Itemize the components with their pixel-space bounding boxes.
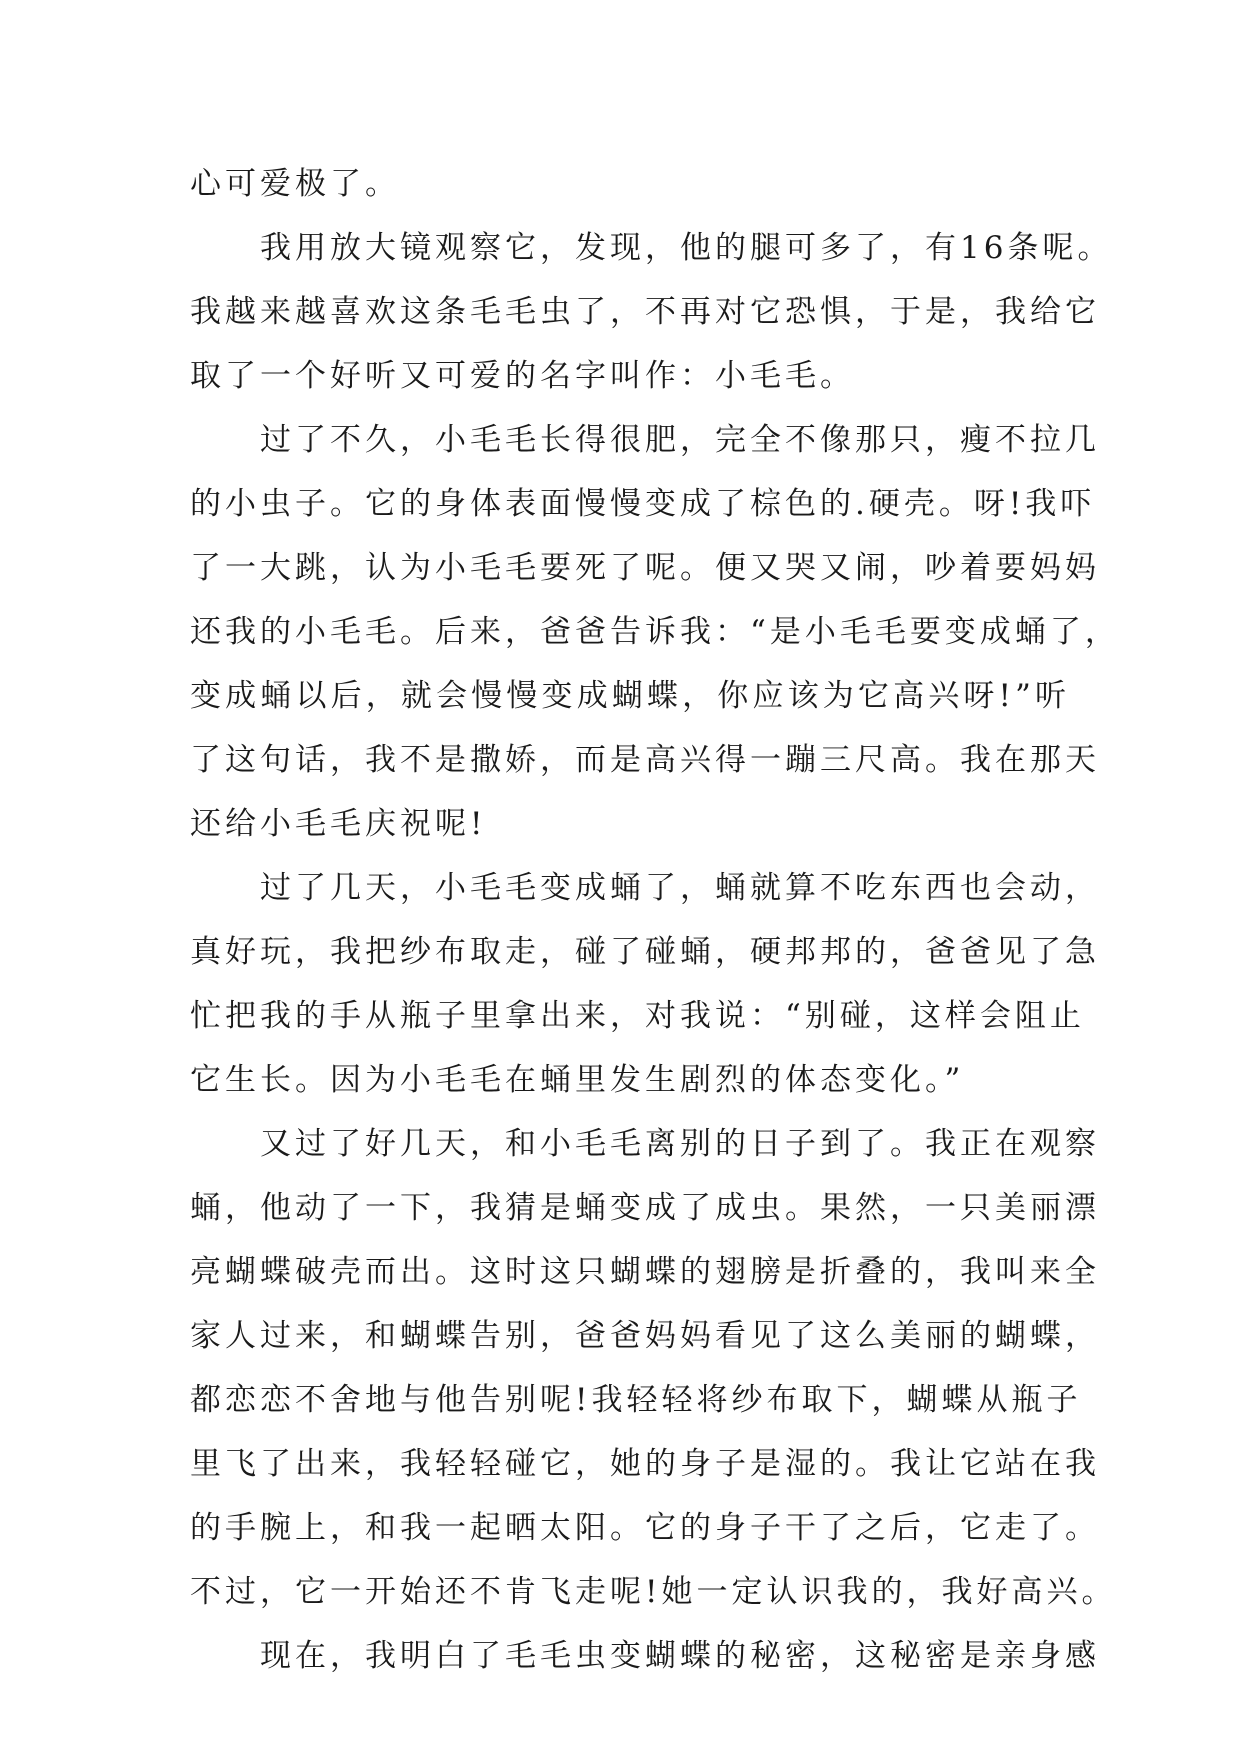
text-line: 取了一个好听又可爱的名字叫作：小毛毛。 bbox=[190, 358, 855, 394]
text-line: 我越来越喜欢这条毛毛虫了，不再对它恐惧，于是，我给它 bbox=[190, 294, 1100, 330]
text-line: 真好玩，我把纱布取走，碰了碰蛹，硬邦邦的，爸爸见了急 bbox=[190, 934, 1100, 970]
text-line: 我用放大镜观察它，发现，他的腿可多了，有16条呢。 bbox=[260, 230, 1113, 266]
text-line: 亮蝴蝶破壳而出。这时这只蝴蝶的翅膀是折叠的，我叫来全 bbox=[190, 1254, 1100, 1290]
text-line: 心可爱极了。 bbox=[190, 166, 400, 202]
text-line: 都恋恋不舍地与他告别呢!我轻轻将纱布取下，蝴蝶从瓶子 bbox=[190, 1382, 1082, 1418]
text-line: 过了几天，小毛毛变成蛹了，蛹就算不吃东西也会动， bbox=[260, 870, 1100, 906]
text-line: 的手腕上，和我一起晒太阳。它的身子干了之后，它走了。 bbox=[190, 1510, 1100, 1546]
text-line: 不过，它一开始还不肯飞走呢!她一定认识我的，我好高兴。 bbox=[190, 1574, 1117, 1610]
text-line: 忙把我的手从瓶子里拿出来，对我说：“别碰，这样会阻止 bbox=[190, 998, 1085, 1034]
text-line: 变成蛹以后，就会慢慢变成蝴蝶，你应该为它高兴呀!”听 bbox=[190, 678, 1070, 714]
text-line: 了一大跳，认为小毛毛要死了呢。便又哭又闹，吵着要妈妈 bbox=[190, 550, 1100, 586]
text-line: 蛹，他动了一下，我猜是蛹变成了成虫。果然，一只美丽漂 bbox=[190, 1190, 1100, 1226]
text-line: 的小虫子。它的身体表面慢慢变成了棕色的.硬壳。呀!我吓 bbox=[190, 486, 1096, 522]
text-line: 还给小毛毛庆祝呢! bbox=[190, 806, 487, 842]
text-line: 过了不久，小毛毛长得很肥，完全不像那只，瘦不拉几 bbox=[260, 422, 1100, 458]
text-line: 了这句话，我不是撒娇，而是高兴得一蹦三尺高。我在那天 bbox=[190, 742, 1100, 778]
text-line: 里飞了出来，我轻轻碰它，她的身子是湿的。我让它站在我 bbox=[190, 1446, 1100, 1482]
text-line: 又过了好几天，和小毛毛离别的日子到了。我正在观察 bbox=[260, 1126, 1100, 1162]
text-line: 它生长。因为小毛毛在蛹里发生剧烈的体态变化。” bbox=[190, 1062, 965, 1098]
text-line: 现在，我明白了毛毛虫变蝴蝶的秘密，这秘密是亲身感 bbox=[260, 1638, 1100, 1674]
text-line: 家人过来，和蝴蝶告别，爸爸妈妈看见了这么美丽的蝴蝶， bbox=[190, 1318, 1100, 1354]
text-line: 还我的小毛毛。后来，爸爸告诉我：“是小毛毛要变成蛹了， bbox=[190, 614, 1120, 650]
body-text bbox=[190, 152, 1120, 1688]
